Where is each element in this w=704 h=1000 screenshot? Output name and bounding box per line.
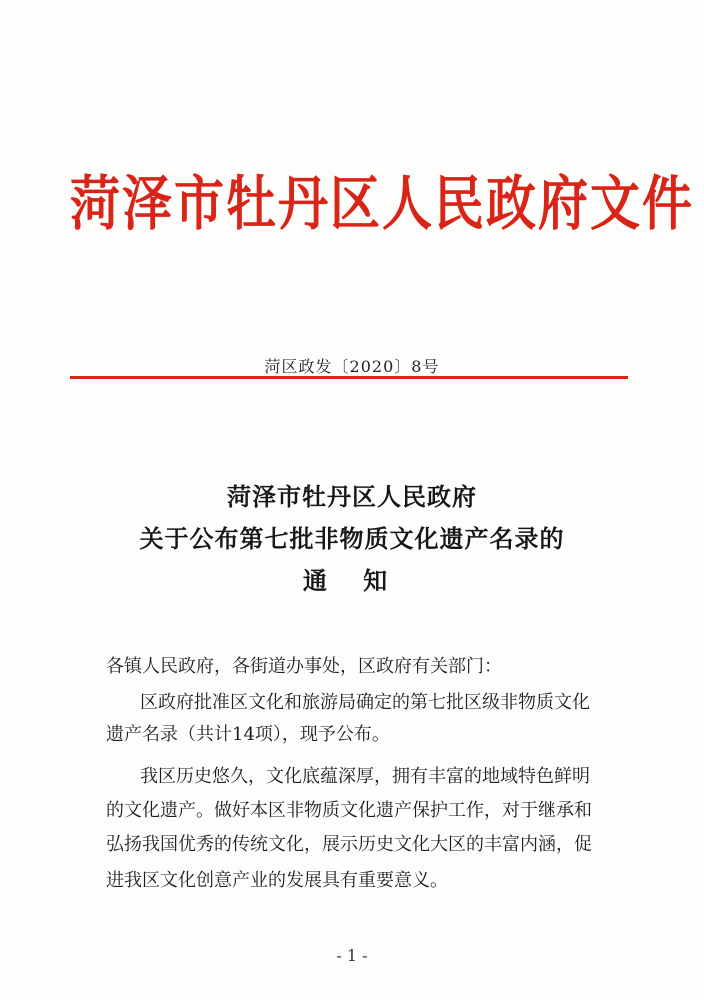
page-number: - 1 -: [336, 946, 368, 965]
document-number: 菏区政发〔2020〕8号: [264, 357, 440, 376]
paragraph-1-line-2: 遗产名录（共计14项），现予公布。: [106, 724, 390, 745]
notice-title-line-3: 通 知: [302, 566, 402, 595]
red-divider-line: [70, 376, 628, 379]
notice-title-line-2: 关于公布第七批非物质文化遗产名录的: [139, 524, 565, 553]
paragraph-2-line-1: 我区历史悠久，文化底蕴深厚，拥有丰富的地域特色鲜明: [140, 766, 590, 787]
masthead-title: 菏泽市牡丹区人民政府文件: [70, 169, 694, 239]
notice-title-line-1: 菏泽市牡丹区人民政府: [227, 482, 477, 511]
paragraph-2-line-2: 的文化遗产。做好本区非物质文化遗产保护工作，对于继承和: [106, 800, 592, 821]
paragraph-2-line-3: 弘扬我国优秀的传统文化，展示历史文化大区的丰富内涵，促: [106, 834, 592, 855]
salutation: 各镇人民政府，各街道办事处，区政府有关部门：: [106, 656, 502, 677]
paragraph-2-line-4: 进我区文化创意产业的发展具有重要意义。: [106, 870, 448, 891]
paragraph-1-line-1: 区政府批准区文化和旅游局确定的第七批区级非物质文化: [140, 692, 590, 713]
